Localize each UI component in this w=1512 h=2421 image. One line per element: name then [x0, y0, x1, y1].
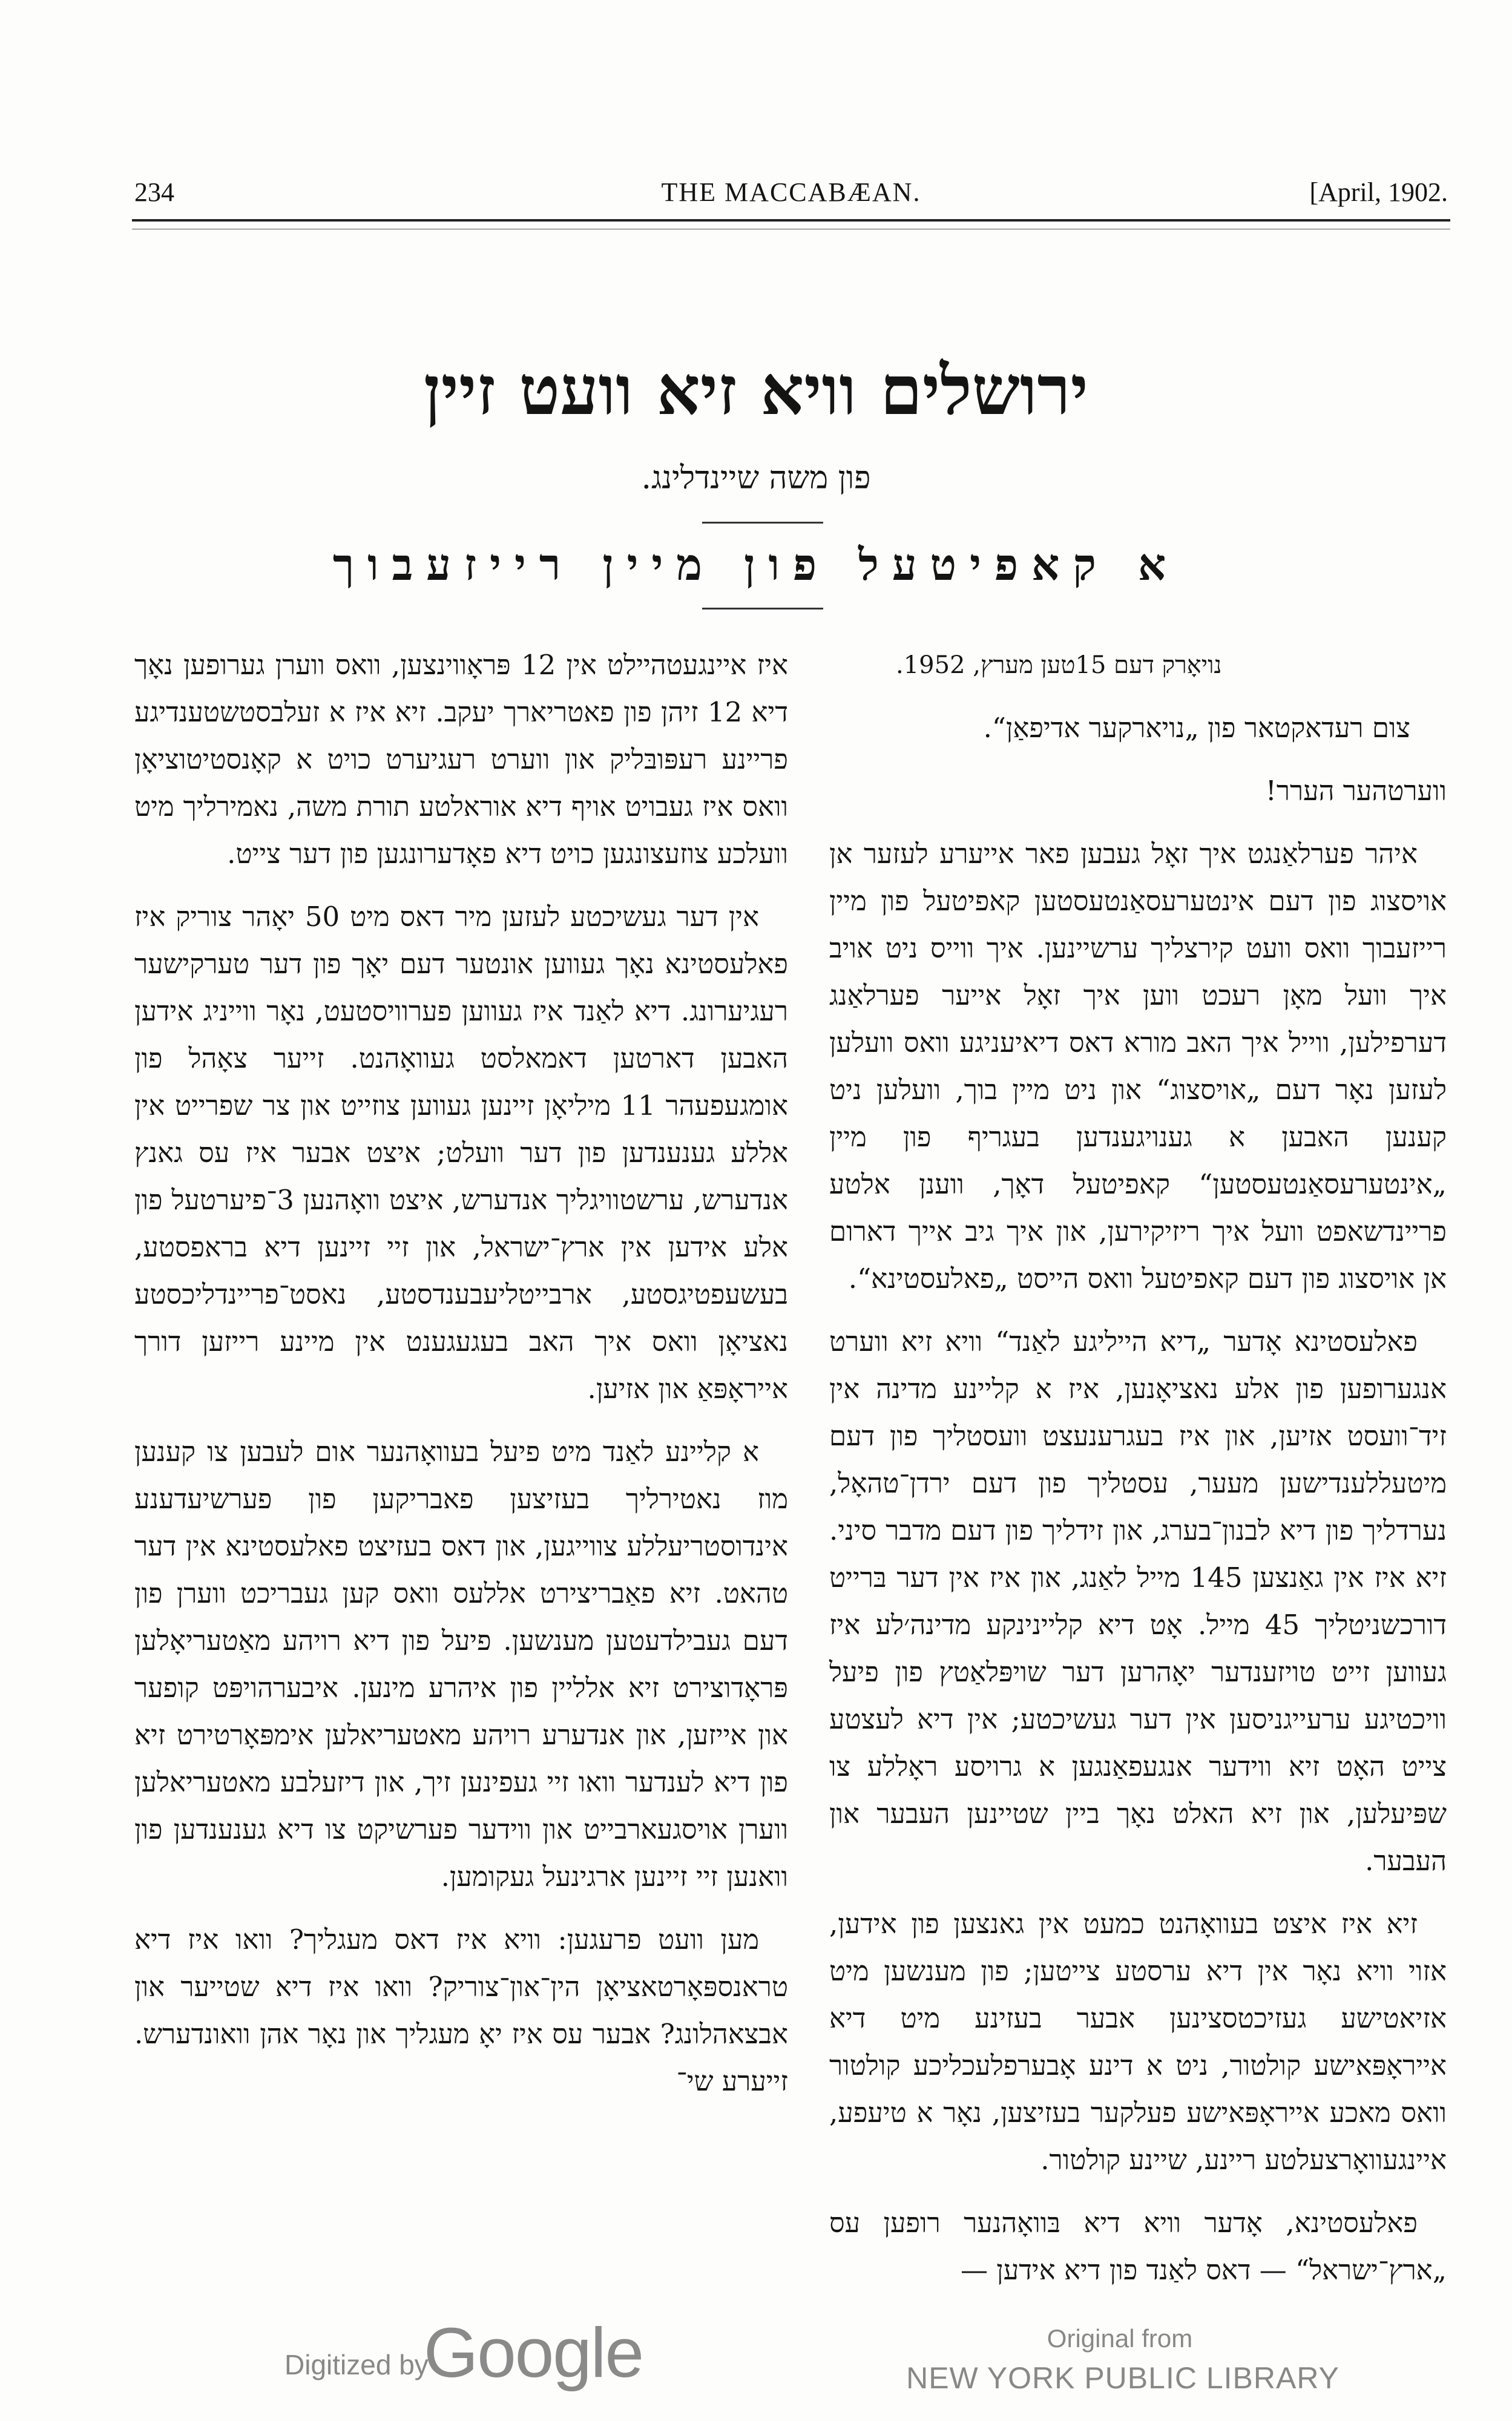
paragraph: אין דער געשיכטע לעזען מיר דאס מיט 50 יאָהר צוריק איז פאלעסטינא נאָך געווען אונטער דעם יאָך פון דער טערקישער רעגיערונג. דיא לאַנד איז געווען פערוויסטעט, נאָר ווייניג אידען האבען דארטען דאמאלסט געוואָהנט. זייער צאָהל פון אומגעפעהר 11 מיליאָן זיינען געווען צוזייט און צר שפרייט אין אללע גענענדען פון דער וועלט; איצט אבער איז עס גאנץ אנדערש, ערשטוויגליך אנדערש, איצט וואָהנען 3־פיערטעל פון אלע אידען אין ארץ־ישראל, און זיי זיינען דיא בראפסטע, בעשעפטיגסטע, ארבייטליעבענדסטע, נאסט־פריינדליכסטע נאציאָן וואס איך האב בעגעגענט אין מיינע רייזען דורך אייראָפּאַ און אזיען. — [134, 901, 788, 1405]
digitized-by-label: Digitized by — [284, 2349, 429, 2380]
paragraph: איהר פערלאַנגט איך זאָל געבען פאר אייערע לעזער אן אויסצוג פון דעם אינטערעסאַנטעסטען קאפיטעל פון מיין רייזעבוך וואס וועט קירצליך ערשיינען. איך ווייס ניט אויב איך וועל מאָן רעכט ווען איך זאָל אייער פערלאַנג דערפילען, ווייל איך האב מורא דאס דיאיעניגע וואס וועלען לעזען נאָר דעם „אויסצוג“ און ניט מיין בוך, וועלען ניט קענען האבען א גענויגענדען בעגריף פון מיין „אינטערעסאַנטעסטען“ קאפיטעל דאָך, ווענן אלטע פריינדשאפט וועל איך ריזיקירען, און איך גיב אייך דארום אן אויסצוג פון דעם קאפיטעל וואס הייסט „פאלעסטינא“. — [829, 838, 1447, 1295]
digitization-footer — [0, 2312, 1512, 2409]
paragraph: מען וועט פרעגען: וויא איז דאס מעגליך? וואו איז דיא טראנספּאָרטאציאָן הין־און־צוריק? וואו איז דיא שטייער און אבצאהלונג? אבער עס איז יאָ מעגליך און נאָר אהן וואונדערש. זייערע שי־ — [134, 1923, 788, 2097]
divider — [702, 608, 823, 609]
greeting: ווערטהער הערר! — [1265, 775, 1447, 807]
paragraph: פאלעסטינא, אָדער וויא דיא בּוואָהנער רופען עס „ארץ־ישראל“ — דאס לאַנד פון דיא אידען — — [829, 2207, 1447, 2286]
divider — [702, 522, 823, 524]
paragraph: איז איינגעטהיילט אין 12 פּראָווינצען, וואס ווערן גערופען נאָך דיא 12 זיהן פון פאטריארך יעקב. זיא איז א זעלבסטשטענדיגע פריינע רעפּובּליק און ווערט רעגיערט כויט א קאָנסטיטוציאָן וואס איז געבויט אויף דיא אוראלטע תורת משה, נאמירליך מיט וועלכע צוזעצונגען כויט דיא פאָדערונגען פון דער צייט. — [134, 649, 788, 870]
library-name: NEW YORK PUBLIC LIBRARY — [906, 2361, 1339, 2395]
right-column — [829, 642, 1447, 2310]
left-column — [134, 642, 788, 2121]
paragraph: זיא איז איצט בעוואָהנט כמעט אין גאנצען פון אידען, אזוי וויא נאָר אין דיא ערסטע צייטען; פון מענשען מיט אזיאטישע געזיכטסצינען אבער בעזינע מיט דיא אייראָפּאישע קולטור, ניט א דינע אָבערפלעכליכע קולטור וואס מאכע אייראָפּאישע פעלקער בעזיצען, נאָר א טיעפע, איינגעוואָרצעלטע ריינע, שיינע קולטור. — [829, 1908, 1447, 2176]
salutation: צום רעדאקטאר פון „נויארקער אדיפאַן“. — [983, 712, 1410, 744]
article-title: ירושלים וויא זיא וועט זיין — [424, 351, 1088, 430]
paragraph: פאלעסטינא אָדער „דיא הייליגע לאַנד“ וויא זיא ווערט אנגערופען פון אלע נאציאָנען, איז א קליינע מדינה אין זיד־וועסט אזיען, און איז בעגרענעצט וועסטליך פון דעם מיטעללענדישען מעער, עסטליך פון דעם ירדן־טהאָל, נערדליך פון דיא לבנון־בערג, און זידליך פון דעם מדבר סיני. זיא איז אין גאַנצען 145 מייל לאַנג, און איז אין דער בּרייט דורכשניטליך 45 מייל. אָט דיא קליינינקע מדינה׳לע איז געווען זייט טויזענדער יאָהרען דער שויפּלאַטץ פון פיעל וויכטיגע ערעייגניסען אין דער געשיכטע; אין דיא לעצטע צייט האָט זיא ווידער אנגעפאַנגען א גרויסע ראָללע צו שפּיעלען, און זיא האלט נאָך ביין שטיינען העבער און העבער. — [829, 1325, 1447, 1877]
original-from-label: Original from — [1047, 2324, 1193, 2353]
chapter-heading: א קאפיטעל פון מיין רייזעבוך — [332, 539, 1180, 590]
paragraph: א קליינע לאַנד מיט פיעל בעוואָהנער אום לעבען צו קענען מוז נאטירליך בעזיצען פאבריקען פון פערשיעדענע אינדוסטריעללע צווייגען, און דאס בעזיצט פאלעסטינא אין דער טהאט. זיא פאַבריצירט אללעס וואס קען געבריכט ווערן פון דעם געבילדעטען מענשען. פיעל פון דיא רויהע מאַטעריאָלען פּראָדוצירט זיא אלליין פון איהרע מינען. איבערהויפּט קופער און אייזען, און אנדערע רויהע מאטעריאלען אימפּאָרטירט זיא פון דיא לענדער וואו זיי געפינען זיך, און דיזעלבע מאטעריאלען ווערן אויסגעארבייט און ווידער פערשיקט צו דיא גענענדען פון וואנען זיי זיינען ארגינעל געקומען. — [134, 1436, 788, 1893]
google-logo: Google — [424, 2313, 643, 2392]
journal-title: THE MACCABÆAN. — [661, 177, 921, 207]
dateline: נויאָרק דעם 15טען מערץ, 1952. — [896, 651, 1222, 679]
issue-date: [April, 1902. — [1309, 177, 1448, 207]
page-number: 234 — [134, 177, 174, 207]
article-author: פון משה שיינדלינג. — [641, 460, 871, 496]
header-rule — [132, 219, 1450, 222]
running-header — [134, 174, 1448, 211]
